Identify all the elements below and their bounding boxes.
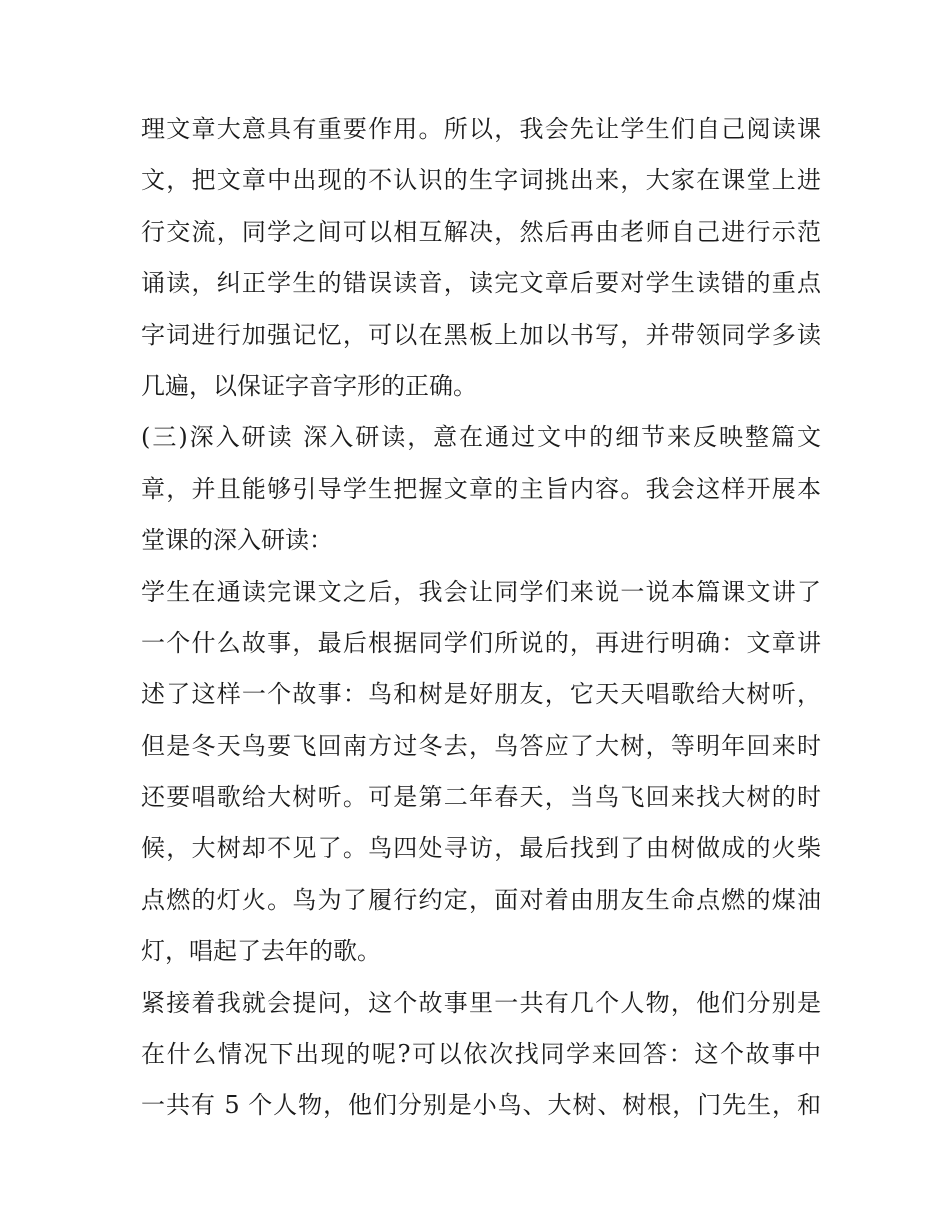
text-line: 还要唱歌给大树听。可是第二年春天，当鸟飞回来找大树的时	[141, 783, 821, 812]
text-line: 堂课的深入研读：	[141, 526, 333, 555]
text-line: 但是冬天鸟要飞回南方过冬去，鸟答应了大树，等明年回来时	[141, 731, 821, 760]
text-line: 在什么情况下出现的呢?可以依次找同学来回答：这个故事中	[141, 1040, 821, 1069]
text-line: 几遍，以保证字音字形的正确。	[141, 371, 477, 400]
text-line: 诵读，纠正学生的错误读音，读完文章后要对学生读错的重点	[141, 269, 821, 298]
text-line: 点燃的灯火。鸟为了履行约定，面对着由朋友生命点燃的煤油	[141, 885, 821, 914]
text-line: 述了这样一个故事：鸟和树是好朋友，它天天唱歌给大树听，	[141, 680, 821, 709]
text-line: 文，把文章中出现的不认识的生字词挑出来，大家在课堂上进	[141, 166, 821, 195]
text-line: 字词进行加强记忆，可以在黑板上加以书写，并带领同学多读	[141, 320, 821, 349]
text-line: 一个什么故事，最后根据同学们所说的，再进行明确：文章讲	[141, 628, 821, 657]
text-line: 行交流，同学之间可以相互解决，然后再由老师自己进行示范	[141, 217, 821, 246]
text-line: 章，并且能够引导学生把握文章的主旨内容。我会这样开展本	[141, 474, 821, 503]
text-line: 紧接着我就会提问，这个故事里一共有几个人物，他们分别是	[141, 988, 821, 1017]
text-line: 灯，唱起了去年的歌。	[141, 937, 381, 966]
text-line: 学生在通读完课文之后，我会让同学们来说一说本篇课文讲了	[141, 577, 821, 606]
text-line: 理文章大意具有重要作用。所以，我会先让学生们自己阅读课	[141, 115, 821, 143]
text-line: 候，大树却不见了。鸟四处寻访，最后找到了由树做成的火柴	[141, 834, 821, 863]
document-body	[141, 104, 821, 1132]
section-heading-line: (三)深入研读 深入研读，意在通过文中的细节来反映整篇文	[141, 423, 821, 452]
text-line: 一共有 5 个人物，他们分别是小鸟、大树、树根，门先生，和	[141, 1091, 821, 1120]
